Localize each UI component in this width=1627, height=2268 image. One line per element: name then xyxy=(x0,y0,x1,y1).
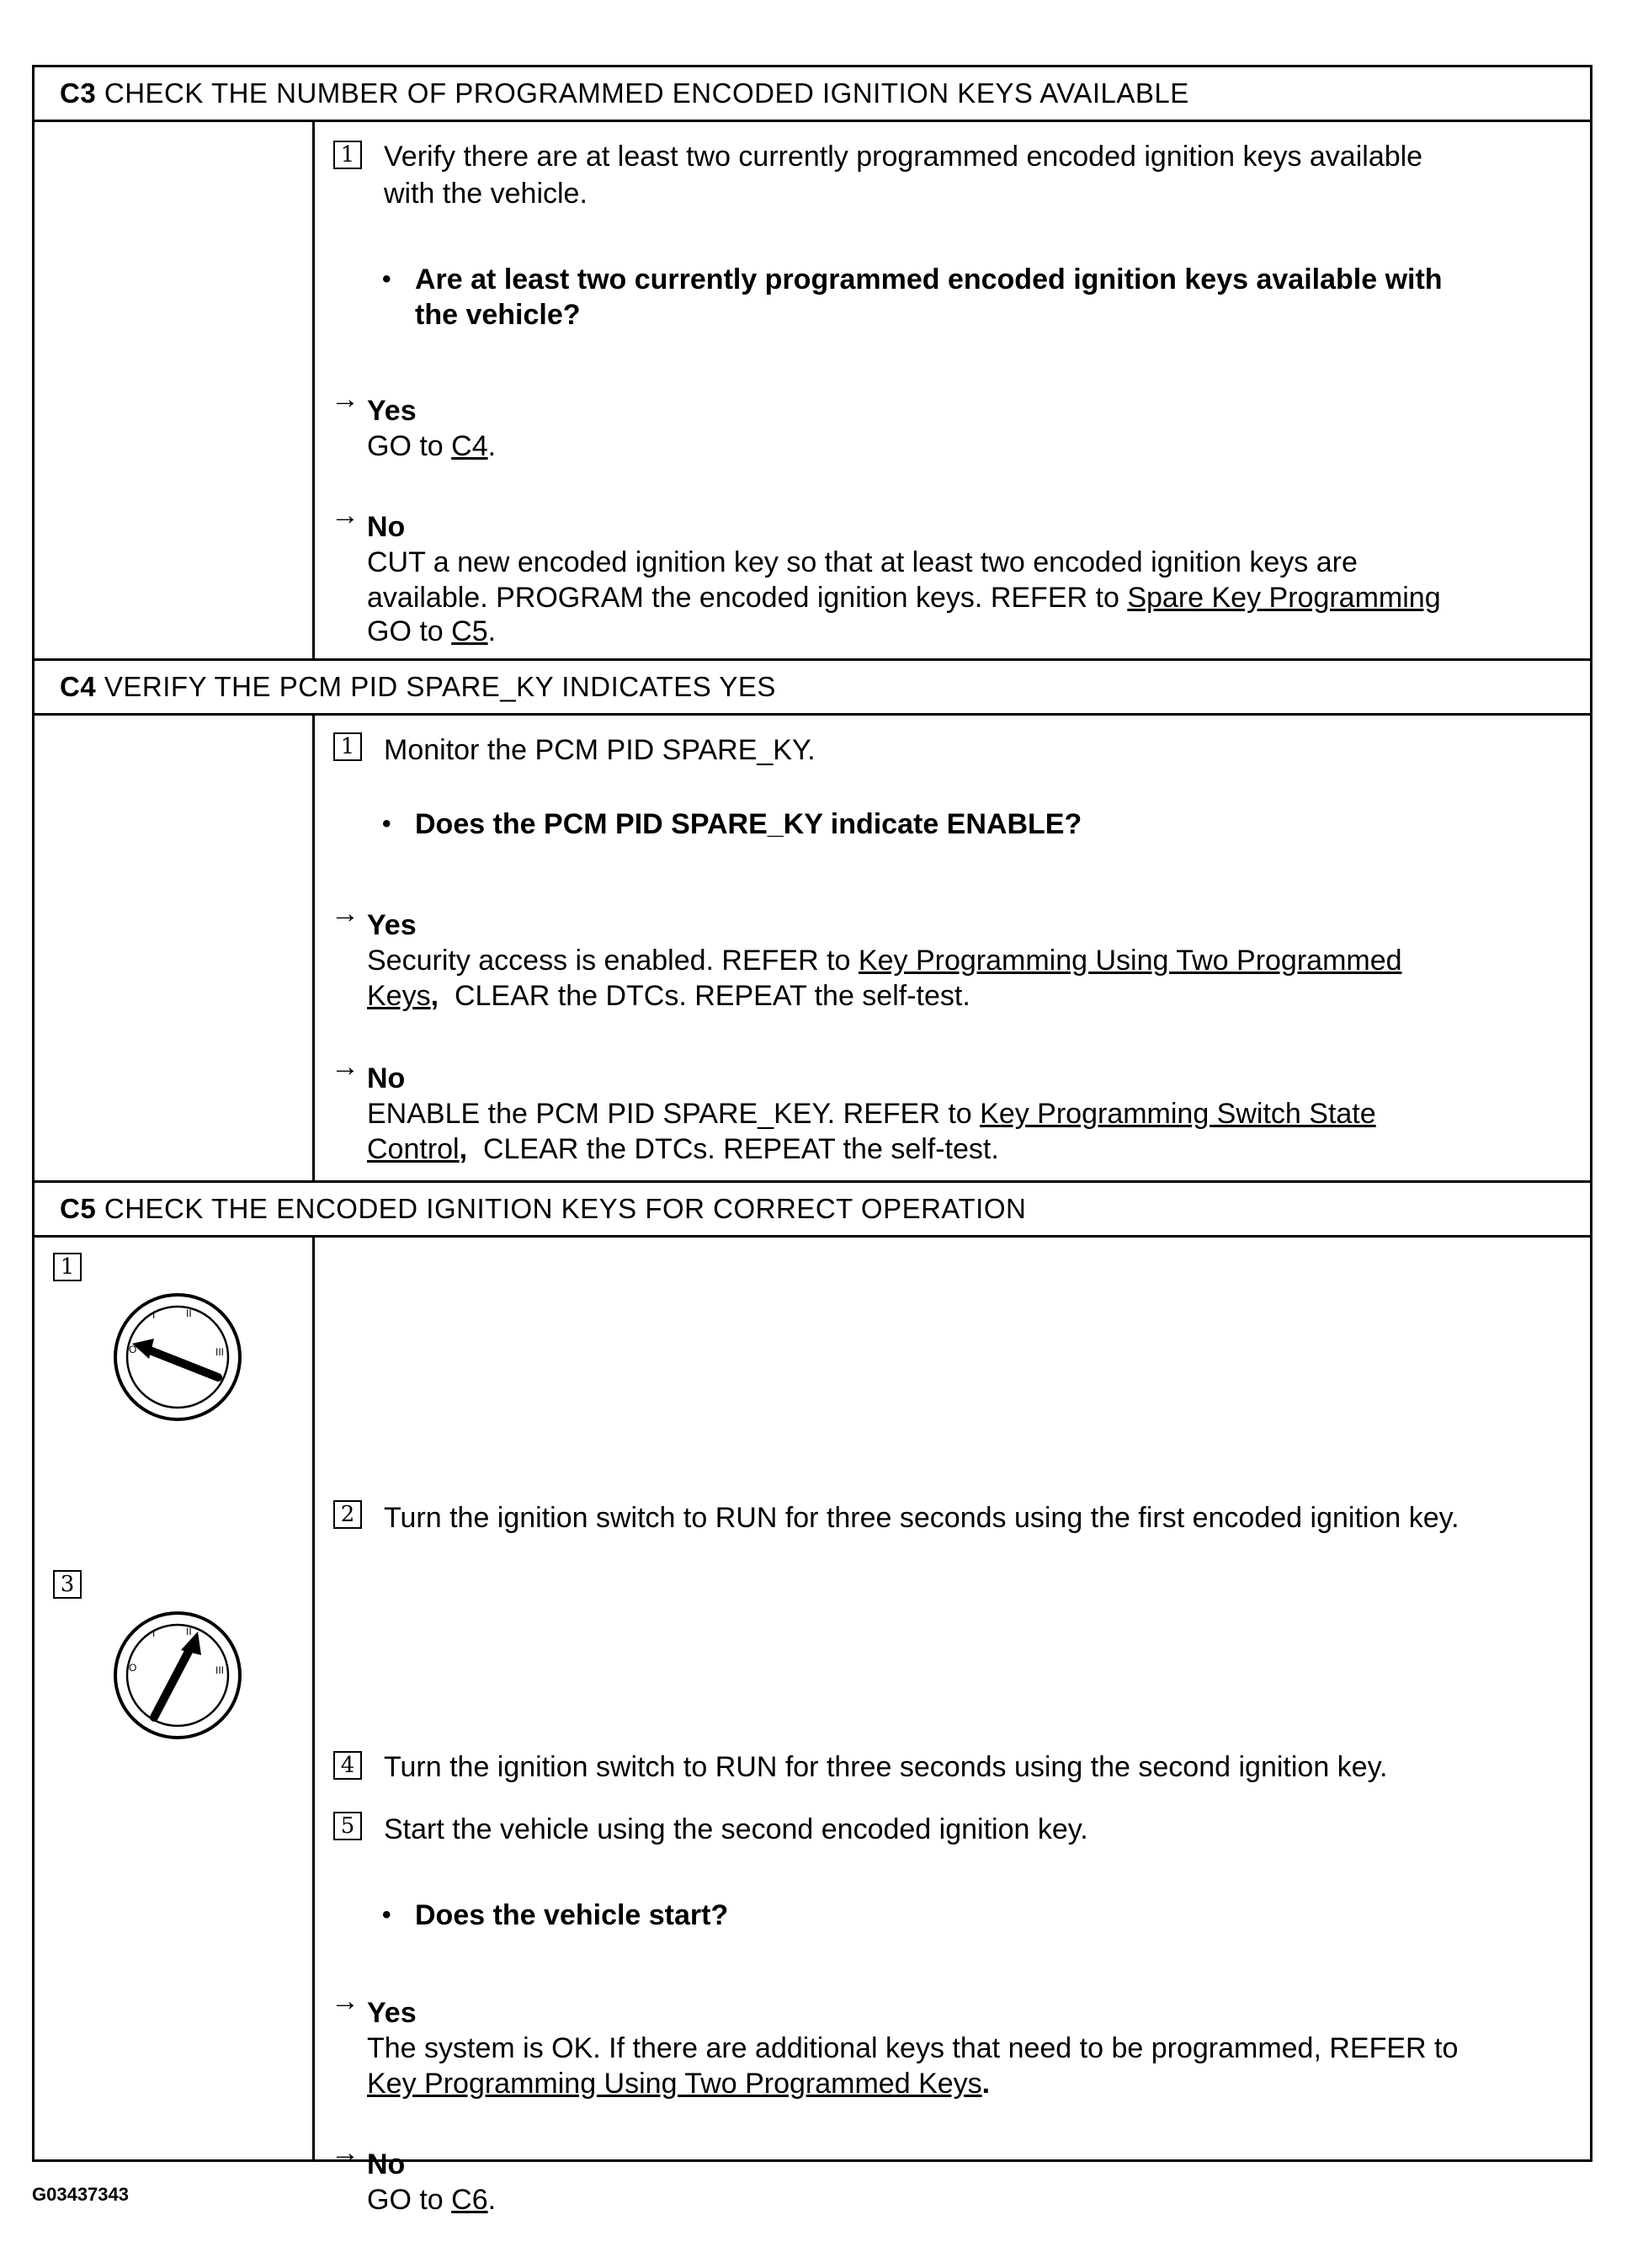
ignition-switch-off-icon xyxy=(110,1290,245,1424)
figure-id: G03437343 xyxy=(32,2184,129,2205)
c4-title: VERIFY THE PCM PID SPARE_KY INDICATES YES xyxy=(104,671,776,702)
c3-step1-line2: with the vehicle. xyxy=(384,178,588,210)
arrow-right-icon: → xyxy=(331,897,359,929)
c4-header xyxy=(35,661,1590,716)
c3-yes-action: GO to C4. xyxy=(367,430,497,462)
c3-code: C3 xyxy=(60,77,97,109)
c5-step2-text: Turn the ignition switch to RUN for three seconds using the first encoded ignition key. xyxy=(384,1502,1460,1534)
c4-no-line1: ENABLE the PCM PID SPARE_KEY. REFER to Key Programming Switch State xyxy=(367,1098,1376,1130)
arrow-right-icon: → xyxy=(331,499,359,531)
c5-yes-line1: The system is OK. If there are additional keys that need to be programmed, REFER to xyxy=(367,2032,1459,2064)
step-number-icon: 1 xyxy=(333,141,362,169)
c4-yes-link-cont[interactable]: Keys xyxy=(367,980,431,1012)
c4-yes-line1: Security access is enabled. REFER to Key Programming Using Two Programmed xyxy=(367,945,1402,977)
arrow-right-icon: → xyxy=(331,2137,359,2169)
step-number-icon: 5 xyxy=(333,1812,362,1840)
svg-text:II: II xyxy=(186,1307,192,1319)
c5-yes-line2: Key Programming Using Two Programmed Keys. xyxy=(367,2068,991,2100)
c4-no-link-cont[interactable]: Control xyxy=(367,1133,460,1165)
svg-text:I: I xyxy=(152,1627,156,1639)
c4-no-line2: Control, CLEAR the DTCs. REPEAT the self-test. xyxy=(367,1133,999,1165)
arrow-right-icon: → xyxy=(331,383,359,415)
c4-yes-line2: Keys, CLEAR the DTCs. REPEAT the self-test. xyxy=(367,980,970,1012)
c3-left-column xyxy=(35,122,315,658)
c5-header xyxy=(35,1183,1590,1238)
c3-no-label: No xyxy=(367,511,406,543)
c5-left-column xyxy=(35,1238,315,2159)
bullet-icon: • xyxy=(382,265,391,293)
svg-text:II: II xyxy=(186,1626,192,1637)
c5-no-link[interactable]: C6 xyxy=(451,2184,488,2216)
arrow-right-icon: → xyxy=(331,1985,359,2017)
c3-no-goto: GO to C5. xyxy=(367,615,497,647)
c5-no-goto: GO to C6. xyxy=(367,2184,497,2216)
c4-code: C4 xyxy=(60,671,97,702)
bullet-icon: • xyxy=(382,810,391,838)
c3-title: CHECK THE NUMBER OF PROGRAMMED ENCODED IGNITION KEYS AVAILABLE xyxy=(104,77,1189,109)
c4-left-column xyxy=(35,716,315,1180)
step-number-icon: 1 xyxy=(333,732,362,761)
c5-yes-link[interactable]: Key Programming Using Two Programmed Keys xyxy=(367,2068,982,2100)
c5-yes-label: Yes xyxy=(367,1997,417,2029)
svg-text:III: III xyxy=(215,1664,225,1676)
bullet-icon: • xyxy=(382,1901,391,1929)
c5-code: C5 xyxy=(60,1193,97,1224)
c4-yes-label: Yes xyxy=(367,909,417,941)
c5-step5-text: Start the vehicle using the second encoded ignition key. xyxy=(384,1813,1088,1845)
step-number-icon: 4 xyxy=(333,1751,362,1780)
c3-yes-label: Yes xyxy=(367,395,417,427)
svg-text:III: III xyxy=(215,1346,225,1358)
c5-title: CHECK THE ENCODED IGNITION KEYS FOR CORRECT OPERATION xyxy=(104,1193,1027,1224)
c5-step4-text: Turn the ignition switch to RUN for three seconds using the second ignition key. xyxy=(384,1751,1388,1783)
c4-yes-link[interactable]: Key Programming Using Two Programmed xyxy=(858,945,1402,977)
c3-question-line2: the vehicle? xyxy=(415,299,581,331)
c4-no-link[interactable]: Key Programming Switch State xyxy=(980,1098,1376,1130)
c5-no-label: No xyxy=(367,2148,406,2180)
c4-section xyxy=(35,716,1590,1183)
step-number-icon: 3 xyxy=(53,1570,82,1599)
c3-no-link-spare-key[interactable]: Spare Key Programming xyxy=(1127,582,1441,614)
ignition-switch-run-icon xyxy=(110,1608,245,1743)
c3-no-line2: available. PROGRAM the encoded ignition keys. REFER to Spare Key Programming xyxy=(367,582,1441,614)
c3-question-line1: Are at least two currently programmed encoded ignition keys available with xyxy=(415,264,1443,295)
svg-text:I: I xyxy=(152,1309,156,1321)
c4-no-label: No xyxy=(367,1062,406,1094)
svg-text:O: O xyxy=(129,1344,137,1355)
c3-section xyxy=(35,122,1590,661)
c5-question: Does the vehicle start? xyxy=(415,1899,729,1931)
step-number-icon: 1 xyxy=(53,1253,82,1281)
c3-yes-link[interactable]: C4 xyxy=(451,430,488,462)
c3-step1-line1: Verify there are at least two currently programmed encoded ignition keys available xyxy=(384,141,1423,173)
c3-header xyxy=(35,67,1590,122)
c3-no-link[interactable]: C5 xyxy=(451,615,488,647)
c4-step1-text: Monitor the PCM PID SPARE_KY. xyxy=(384,734,816,766)
c4-question: Does the PCM PID SPARE_KY indicate ENABLE? xyxy=(415,808,1082,840)
arrow-right-icon: → xyxy=(331,1051,359,1083)
step-number-icon: 2 xyxy=(333,1500,362,1529)
svg-text:O: O xyxy=(129,1662,137,1674)
c3-no-line1: CUT a new encoded ignition key so that at least two encoded ignition keys are xyxy=(367,546,1358,578)
